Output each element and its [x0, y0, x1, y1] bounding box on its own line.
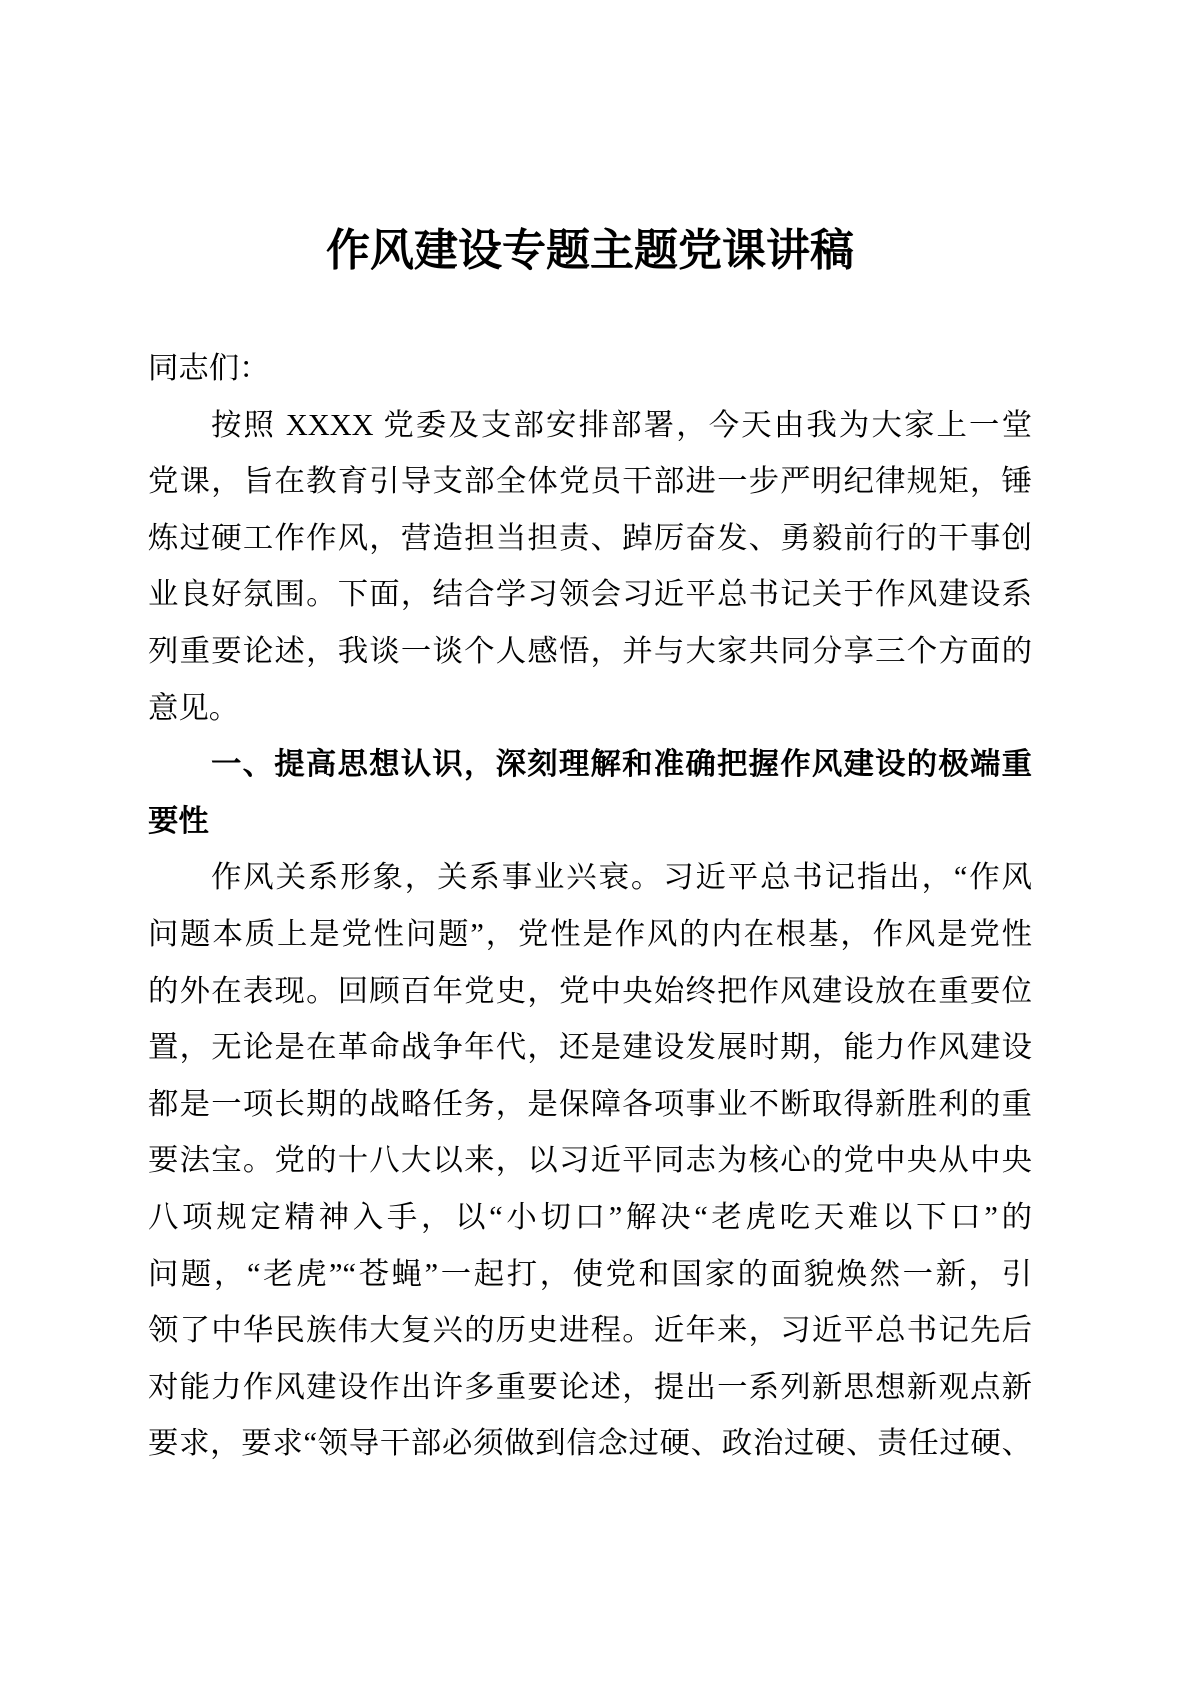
text-line: 都是一项长期的战略任务，是保障各项事业不断取得新胜利的重: [148, 1086, 1032, 1121]
text-line: 置，无论是在革命战争年代，还是建设发展时期，能力作风建设: [148, 1030, 1032, 1065]
text-line: 党课，旨在教育引导支部全体党员干部进一步严明纪律规矩，锤: [148, 464, 1032, 499]
heading-line: 要性: [148, 803, 209, 838]
paragraph-2: [148, 849, 1032, 1472]
text-line: 的外在表现。回顾百年党史，党中央始终把作风建设放在重要位: [148, 973, 1032, 1008]
text-line: 八项规定精神入手，以“小切口”解决“老虎吃天难以下口”的: [148, 1199, 1032, 1234]
section-heading-1: [148, 736, 1032, 849]
text-line: 炼过硬工作作风，营造担当担责、踔厉奋发、勇毅前行的干事创: [148, 520, 1032, 555]
paragraph-1: [148, 397, 1032, 737]
document-body: [148, 340, 1032, 1472]
text-line: 列重要论述，我谈一谈个人感悟，并与大家共同分享三个方面的: [148, 633, 1032, 668]
text-line: 要法宝。党的十八大以来，以习近平同志为核心的党中央从中央: [148, 1143, 1032, 1178]
text-line: 问题本质上是党性问题”，党性是作风的内在根基，作风是党性: [148, 916, 1032, 951]
document-title: 作风建设专题主题党课讲稿: [326, 226, 854, 275]
text-line: 同志们：: [148, 351, 270, 385]
salutation: [148, 340, 1032, 397]
text-line: 业良好氛围。下面，结合学习领会习近平总书记关于作风建设系: [148, 577, 1032, 612]
text-line: 领了中华民族伟大复兴的历史进程。近年来，习近平总书记先后: [148, 1313, 1032, 1348]
text-line: 对能力作风建设作出许多重要论述，提出一系列新思想新观点新: [148, 1369, 1032, 1404]
text-line: 按照 XXXX 党委及支部安排部署，今天由我为大家上一堂: [211, 407, 1032, 442]
text-line: 问题，“老虎”“苍蝇”一起打，使党和国家的面貌焕然一新，引: [148, 1256, 1032, 1291]
heading-line: 一、提高思想认识，深刻理解和准确把握作风建设的极端重: [211, 747, 1032, 782]
text-line: 意见。: [148, 690, 240, 725]
text-line: 要求，要求“领导干部必须做到信念过硬、政治过硬、责任过硬、: [148, 1426, 1032, 1461]
text-line: 作风关系形象，关系事业兴衰。习近平总书记指出，“作风: [211, 860, 1032, 895]
